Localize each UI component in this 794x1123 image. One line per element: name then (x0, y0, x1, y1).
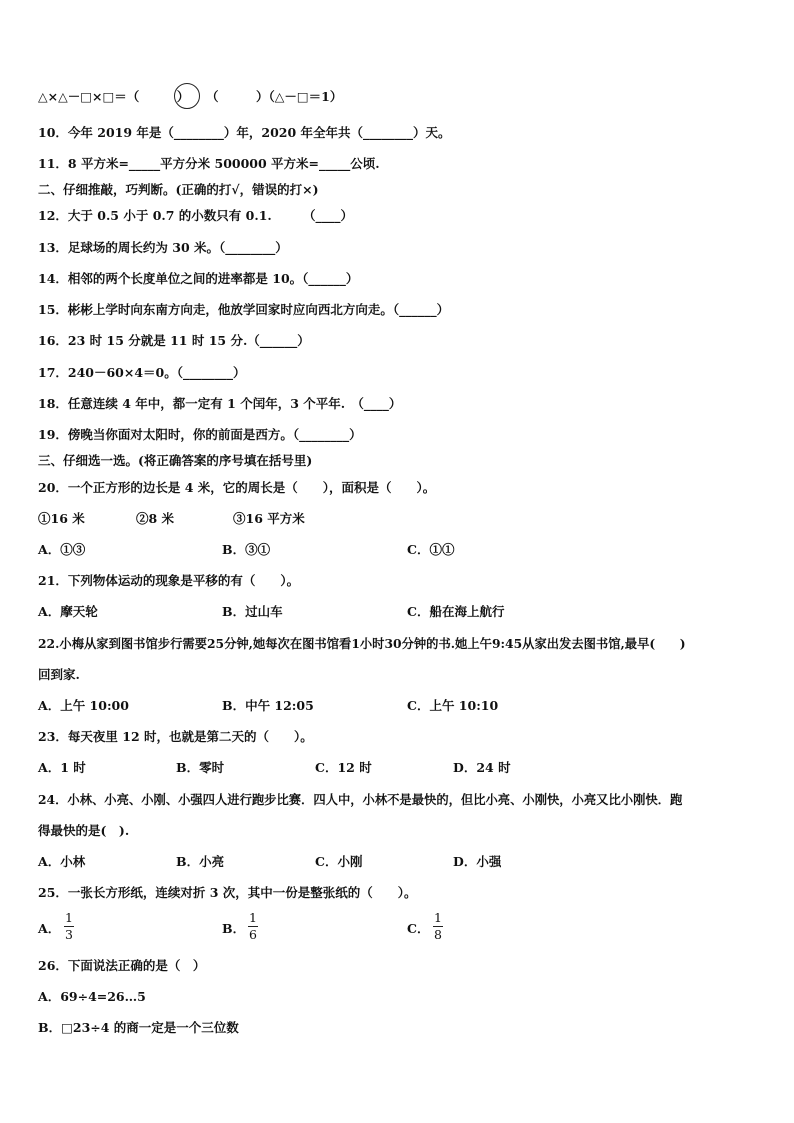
formula-left: △×△－□×□＝（ ） (38, 89, 190, 104)
formula-right: （ ）（△－□＝1） (206, 89, 343, 104)
q23-option-d: D．24 时 (453, 760, 511, 775)
fraction-numerator: 1 (434, 910, 442, 925)
question-24-line-1: 24．小林、小亮、小刚、小强四人进行跑步比赛．四人中，小林不是最快的，但比小亮、小刚快，小亮又比小刚快．跑 (38, 792, 683, 807)
question-25: 25．一张长方形纸，连续对折 3 次，其中一份是整张纸的（ ）。 (38, 885, 417, 900)
q20-option-b: B．③① (222, 542, 271, 557)
q22-option-b: B．中午 12:05 (222, 698, 314, 713)
q20-option-a: A．①③ (38, 542, 86, 557)
fraction-numerator: 1 (249, 910, 257, 925)
q26-option-a: A．69÷4=26…5 (38, 989, 146, 1004)
section-3-heading: 三、仔细选一选。(将正确答案的序号填在括号里) (38, 453, 313, 468)
fraction-denominator: 3 (65, 927, 73, 942)
question-22-line-2: 回到家. (38, 667, 80, 682)
q25-option-a-fraction (62, 911, 76, 942)
q20-choice-1: ①16 米 (38, 511, 85, 526)
question-26: 26．下面说法正确的是（ ） (38, 958, 206, 973)
q25-option-a-label: A． (38, 921, 61, 936)
question-11: 11．8 平方米=_____平方分米 500000 平方米=_____公顷. (38, 156, 380, 171)
question-19: 19．傍晚当你面对太阳时，你的前面是西方。（________） (38, 427, 362, 442)
question-23: 23．每天夜里 12 时，也就是第二天的（ ）。 (38, 729, 313, 744)
q24-option-c: C．小刚 (315, 854, 363, 869)
q24-option-d: D．小强 (453, 854, 502, 869)
q21-option-c: C．船在海上航行 (407, 604, 505, 619)
question-12: 12．大于 0.5 小于 0.7 的小数只有 0.1. （____） (38, 208, 353, 223)
question-17: 17．240－60×4＝0。（________） (38, 365, 246, 380)
operator-circle (174, 83, 200, 109)
q25-option-b-fraction (246, 911, 260, 942)
q25-option-b-label: B． (222, 921, 246, 936)
q22-option-a: A．上午 10:00 (38, 698, 129, 713)
section-2-heading: 二、仔细推敲，巧判断。(正确的打√，错误的打×) (38, 182, 319, 197)
q23-option-b: B．零时 (176, 760, 225, 775)
question-22-line-1: 22.小梅从家到图书馆步行需要25分钟,她每次在图书馆看1小时30分钟的书.她上午9:45从家出发去图书馆,最早( ) (38, 636, 686, 651)
q25-option-c-label: C． (407, 921, 430, 936)
q20-choice-3: ③16 平方米 (233, 511, 305, 526)
question-21: 21．下列物体运动的现象是平移的有（ ）。 (38, 573, 300, 588)
q24-option-b: B．小亮 (176, 854, 225, 869)
fraction-numerator: 1 (65, 910, 73, 925)
question-24-line-2: 得最快的是( ). (38, 823, 130, 838)
question-10: 10．今年 2019 年是（________）年，2020 年全年共（________）天。 (38, 125, 451, 140)
fraction-denominator: 8 (434, 927, 442, 942)
question-20: 20．一个正方形的边长是 4 米，它的周长是（ ），面积是（ ）。 (38, 480, 436, 495)
question-18: 18．任意连续 4 年中，都一定有 1 个闰年，3 个平年. （____） (38, 396, 402, 411)
fraction-denominator: 6 (249, 927, 257, 942)
question-16: 16．23 时 15 分就是 11 时 15 分.（______） (38, 333, 310, 348)
q23-option-a: A．1 时 (38, 760, 86, 775)
q21-option-b: B．过山车 (222, 604, 283, 619)
question-14: 14．相邻的两个长度单位之间的进率都是 10。（______） (38, 271, 359, 286)
question-15: 15．彬彬上学时向东南方向走，他放学回家时应向西北方向走。（______） (38, 302, 450, 317)
q20-option-c: C．①① (407, 542, 455, 557)
q24-option-a: A．小林 (38, 854, 86, 869)
q25-option-c-fraction (431, 911, 445, 942)
q20-choice-2: ②8 米 (136, 511, 175, 526)
q21-option-a: A．摩天轮 (38, 604, 98, 619)
q23-option-c: C．12 时 (315, 760, 372, 775)
q22-option-c: C．上午 10:10 (407, 698, 499, 713)
question-13: 13．足球场的周长约为 30 米。（________） (38, 240, 288, 255)
q26-option-b: B．□23÷4 的商一定是一个三位数 (38, 1020, 239, 1035)
